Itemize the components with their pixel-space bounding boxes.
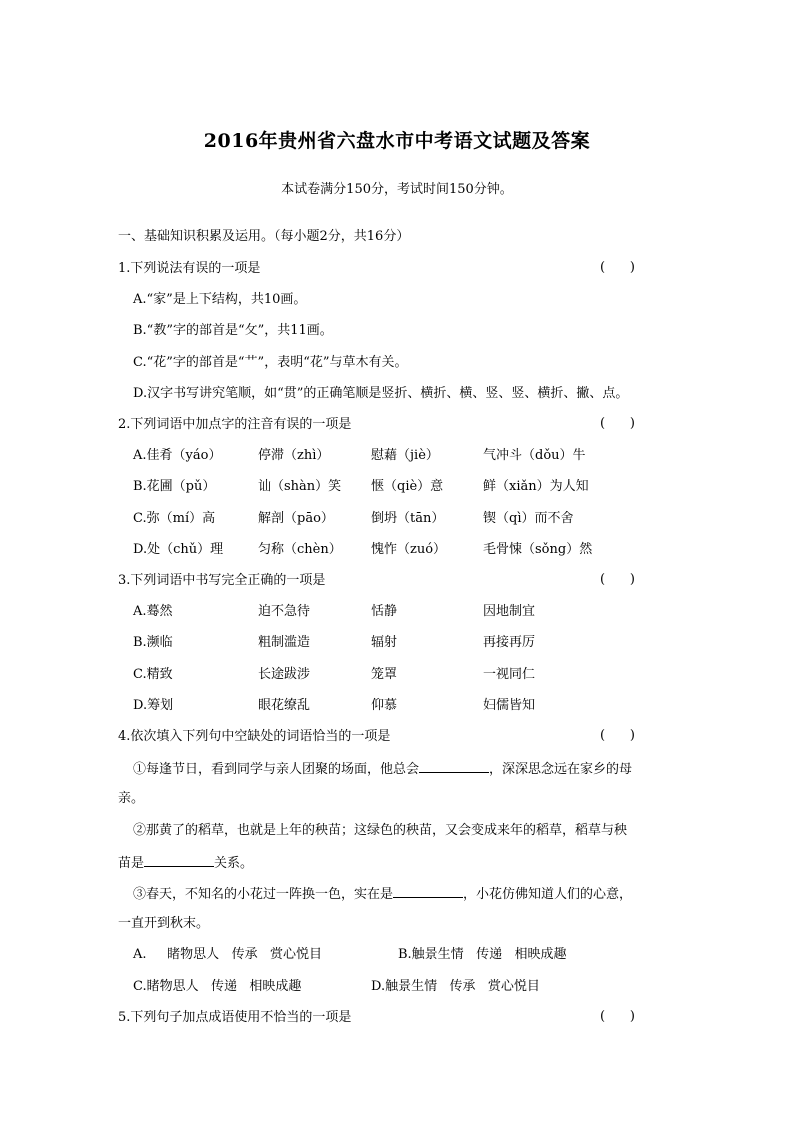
question-1-stem: 1.下列说法有误的一项是 — [118, 261, 261, 276]
section-heading: 一、基础知识积累及运用。（每小题2分，共16分） — [118, 229, 410, 244]
question-2-cell: B.花圃（pǔ） — [133, 479, 216, 494]
fill-blank — [393, 884, 463, 898]
question-4-answer-blank: ( ) — [600, 728, 635, 743]
question-3-cell: B.濒临 — [133, 635, 173, 650]
sentence-text: ③春天，不知名的小花过一阵换一色，实在是 — [133, 887, 394, 902]
question-3-cell: 仰慕 — [371, 698, 398, 713]
question-3-cell: 因地制宜 — [483, 604, 536, 619]
page-title: 2016年贵州省六盘水市中考语文试题及答案 — [203, 130, 591, 152]
question-2-cell: A.佳肴（yáo） — [133, 448, 222, 463]
question-4-option-c: C.睹物思人 传递 相映成趣 — [133, 979, 302, 994]
question-4-option-b: B.触景生情 传递 相映成趣 — [398, 947, 567, 962]
question-1-option-b: B.“教”字的部首是“攵”，共11画。 — [133, 323, 333, 338]
question-4-sentence-2-cont — [118, 853, 253, 873]
question-5-answer-blank: ( ) — [600, 1009, 635, 1024]
question-3-cell: 一视同仁 — [483, 667, 536, 682]
question-2-cell: 倒坍（tān） — [371, 511, 445, 526]
question-4-sentence-3-cont: 一直开到秋末。 — [118, 916, 210, 931]
question-2-cell: 惬（qiè）意 — [371, 479, 444, 494]
question-2-cell: 匀称（chèn） — [258, 542, 342, 557]
question-4-option-a: A. 睹物思人 传承 赏心悦目 — [133, 947, 322, 962]
question-4-sentence-1 — [133, 759, 632, 779]
question-4-sentence-3 — [133, 884, 632, 904]
sentence-text: 苗是 — [118, 856, 145, 871]
question-2-answer-blank: ( ) — [600, 416, 635, 431]
question-1-answer-blank: ( ) — [600, 260, 635, 275]
question-2-cell: 停滞（zhì） — [258, 448, 330, 463]
sentence-text: 关系。 — [214, 856, 254, 871]
question-2-cell: 气冲斗（dǒu）牛 — [483, 448, 586, 463]
question-1-option-a: A.“家”是上下结构，共10画。 — [133, 292, 307, 307]
sentence-text: ，小花仿佛知道人们的心意， — [463, 887, 633, 902]
question-1-option-c: C.“花”字的部首是“艹”，表明“花”与草木有关。 — [133, 355, 408, 370]
question-2-cell: 慰藉（jiè） — [371, 448, 439, 463]
question-3-cell: D.筹划 — [133, 698, 174, 713]
question-2-cell: 讪（shàn）笑 — [258, 479, 342, 494]
question-3-cell: 恬静 — [371, 604, 398, 619]
question-2-cell: D.处（chǔ）理 — [133, 542, 224, 557]
question-3-cell: 笼罩 — [371, 667, 398, 682]
question-3-answer-blank: ( ) — [600, 572, 635, 587]
question-2-stem: 2.下列词语中加点字的注音有误的一项是 — [118, 417, 352, 432]
question-2-cell: 鲜（xiǎn）为人知 — [483, 479, 589, 494]
question-2-cell: 毛骨悚（sǒng）然 — [483, 542, 593, 557]
question-3-cell: 迫不急待 — [258, 604, 311, 619]
question-3-cell: A.蓦然 — [133, 604, 173, 619]
question-4-sentence-1-cont: 亲。 — [118, 791, 145, 806]
question-3-cell: 辐射 — [371, 635, 398, 650]
question-3-stem: 3.下列词语中书写完全正确的一项是 — [118, 573, 326, 588]
question-2-cell: 愧怍（zuó） — [371, 542, 447, 557]
exam-instructions: 本试卷满分150分，考试时间150分钟。 — [281, 182, 513, 197]
question-2-cell: C.弥（mí）高 — [133, 511, 216, 526]
sentence-text: ，深深思念远在家乡的母 — [489, 762, 633, 777]
question-5-stem: 5.下列句子加点成语使用不恰当的一项是 — [118, 1010, 352, 1025]
question-2-cell: 解剖（pāo） — [258, 511, 334, 526]
fill-blank — [419, 759, 489, 773]
question-3-cell: 粗制滥造 — [258, 635, 311, 650]
question-3-cell: 再接再厉 — [483, 635, 536, 650]
question-4-stem: 4.依次填入下列句中空缺处的词语恰当的一项是 — [118, 729, 391, 744]
question-3-cell: C.精致 — [133, 667, 173, 682]
question-2-cell: 锲（qì）而不舍 — [483, 511, 574, 526]
question-4-sentence-2: ②那黄了的稻草，也就是上年的秧苗；这绿色的秧苗，又会变成来年的稻草，稻草与秧 — [133, 823, 628, 838]
question-3-cell: 妇儒皆知 — [483, 698, 536, 713]
sentence-text: ①每逢节日，看到同学与亲人团聚的场面，他总会 — [133, 762, 420, 777]
question-1-option-d: D.汉字书写讲究笔顺，如“贯”的正确笔顺是竖折、横折、横、竖、竖、横折、撇、点。 — [133, 386, 629, 401]
fill-blank — [144, 853, 214, 867]
question-4-option-d: D.触景生情 传承 赏心悦目 — [371, 979, 540, 994]
question-3-cell: 长途跋涉 — [258, 667, 311, 682]
question-3-cell: 眼花缭乱 — [258, 698, 311, 713]
